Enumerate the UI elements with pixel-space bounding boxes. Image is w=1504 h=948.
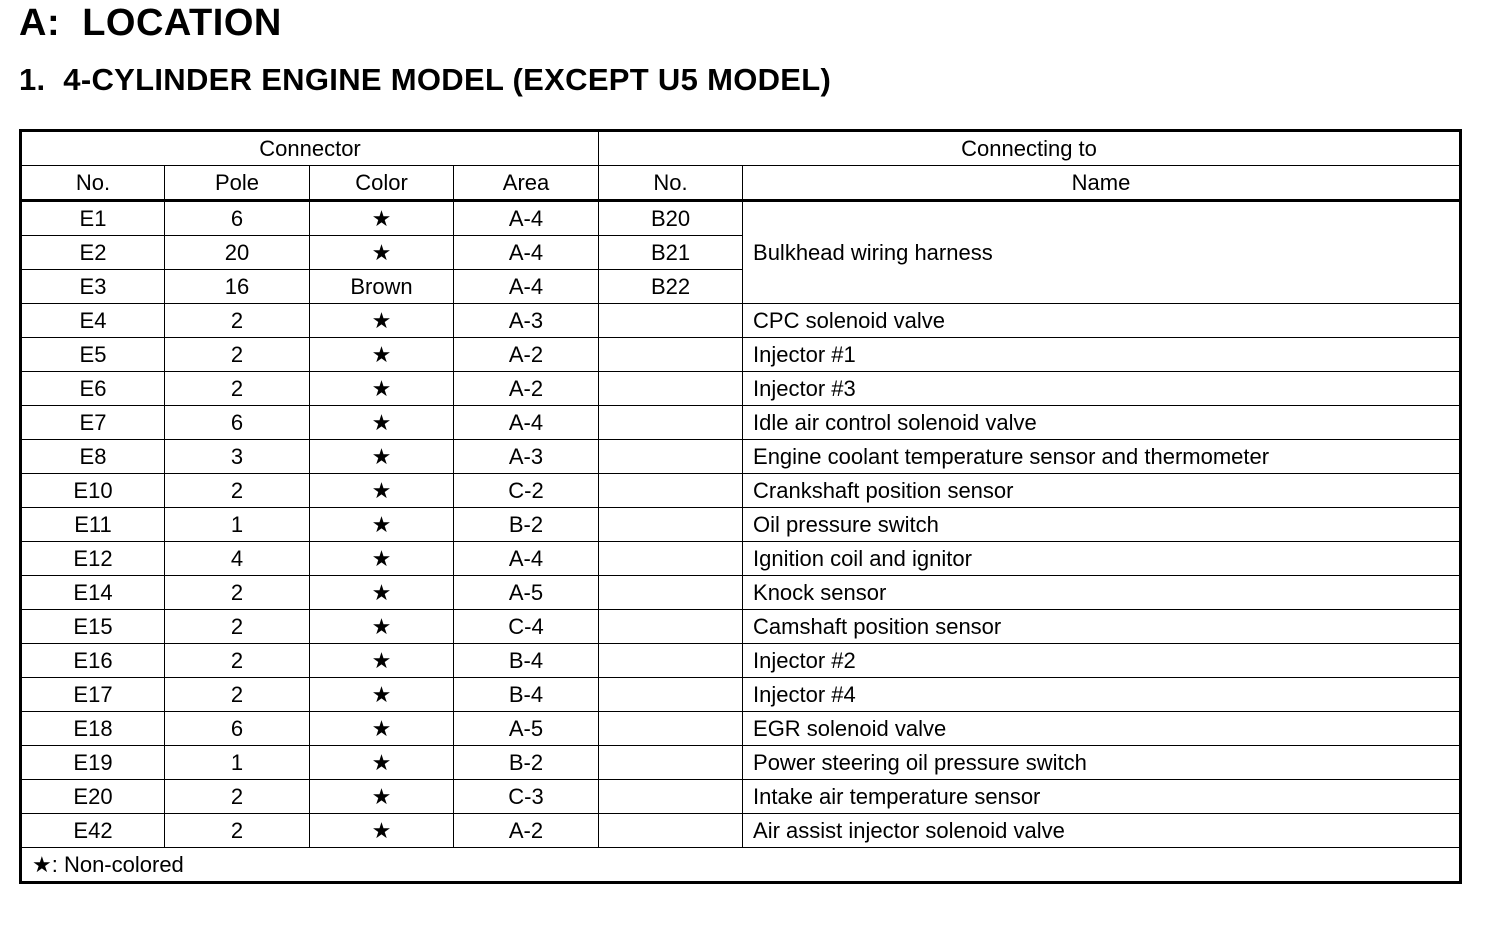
cell-color: ★	[310, 610, 454, 644]
cell-name: Oil pressure switch	[743, 508, 1461, 542]
cell-area: A-2	[454, 372, 599, 406]
section-title: 1. 4-CYLINDER ENGINE MODEL (EXCEPT U5 MODEL)	[19, 62, 832, 97]
cell-to-no	[599, 304, 743, 338]
cell-pole: 2	[165, 610, 310, 644]
cell-pole: 3	[165, 440, 310, 474]
cell-no: E18	[21, 712, 165, 746]
cell-pole: 2	[165, 780, 310, 814]
cell-to-no	[599, 814, 743, 848]
cell-name: Air assist injector solenoid valve	[743, 814, 1461, 848]
cell-pole: 2	[165, 678, 310, 712]
cell-no: E15	[21, 610, 165, 644]
table-row	[21, 406, 1461, 440]
cell-to-no	[599, 712, 743, 746]
cell-name: Camshaft position sensor	[743, 610, 1461, 644]
cell-area: C-3	[454, 780, 599, 814]
cell-name: Bulkhead wiring harness	[743, 201, 1461, 304]
cell-color: ★	[310, 678, 454, 712]
cell-no: E42	[21, 814, 165, 848]
cell-name: Power steering oil pressure switch	[743, 746, 1461, 780]
cell-area: A-4	[454, 236, 599, 270]
cell-color: Brown	[310, 270, 454, 304]
cell-name: EGR solenoid valve	[743, 712, 1461, 746]
cell-area: A-2	[454, 814, 599, 848]
cell-pole: 6	[165, 712, 310, 746]
table-row	[21, 338, 1461, 372]
cell-area: B-2	[454, 746, 599, 780]
cell-name: Engine coolant temperature sensor and thermometer	[743, 440, 1461, 474]
cell-pole: 6	[165, 406, 310, 440]
cell-name: Injector #3	[743, 372, 1461, 406]
cell-to-no	[599, 542, 743, 576]
cell-to-no	[599, 576, 743, 610]
cell-pole: 2	[165, 474, 310, 508]
cell-area: A-2	[454, 338, 599, 372]
cell-to-no	[599, 644, 743, 678]
cell-color: ★	[310, 406, 454, 440]
cell-area: A-5	[454, 576, 599, 610]
table-row	[21, 814, 1461, 848]
page-title: A: LOCATION	[19, 2, 282, 44]
cell-color: ★	[310, 542, 454, 576]
cell-to-no	[599, 440, 743, 474]
cell-pole: 2	[165, 304, 310, 338]
cell-pole: 4	[165, 542, 310, 576]
table-row	[21, 644, 1461, 678]
cell-color: ★	[310, 508, 454, 542]
cell-color: ★	[310, 780, 454, 814]
cell-no: E1	[21, 201, 165, 236]
cell-no: E6	[21, 372, 165, 406]
table-row	[21, 746, 1461, 780]
cell-color: ★	[310, 201, 454, 236]
column-header-row	[21, 166, 1461, 201]
cell-to-no	[599, 746, 743, 780]
cell-no: E4	[21, 304, 165, 338]
column-header-name: Name	[743, 166, 1461, 201]
cell-no: E10	[21, 474, 165, 508]
column-header-no: No.	[21, 166, 165, 201]
cell-area: C-4	[454, 610, 599, 644]
cell-color: ★	[310, 712, 454, 746]
cell-no: E2	[21, 236, 165, 270]
cell-no: E17	[21, 678, 165, 712]
cell-area: A-3	[454, 304, 599, 338]
footnote-row	[21, 848, 1461, 883]
table-row	[21, 610, 1461, 644]
cell-pole: 2	[165, 338, 310, 372]
cell-color: ★	[310, 644, 454, 678]
cell-area: B-4	[454, 644, 599, 678]
cell-to-no: B22	[599, 270, 743, 304]
table-row	[21, 372, 1461, 406]
cell-color: ★	[310, 236, 454, 270]
cell-pole: 16	[165, 270, 310, 304]
cell-no: E12	[21, 542, 165, 576]
column-header-to-no: No.	[599, 166, 743, 201]
cell-pole: 2	[165, 814, 310, 848]
cell-pole: 1	[165, 508, 310, 542]
table-row	[21, 576, 1461, 610]
cell-color: ★	[310, 304, 454, 338]
cell-pole: 1	[165, 746, 310, 780]
cell-area: C-2	[454, 474, 599, 508]
cell-no: E8	[21, 440, 165, 474]
table-row	[21, 440, 1461, 474]
cell-no: E19	[21, 746, 165, 780]
cell-name: Ignition coil and ignitor	[743, 542, 1461, 576]
cell-no: E11	[21, 508, 165, 542]
connector-table	[19, 129, 1462, 884]
cell-area: A-4	[454, 542, 599, 576]
cell-name: CPC solenoid valve	[743, 304, 1461, 338]
cell-name: Crankshaft position sensor	[743, 474, 1461, 508]
cell-pole: 6	[165, 201, 310, 236]
cell-no: E7	[21, 406, 165, 440]
cell-area: A-5	[454, 712, 599, 746]
cell-pole: 2	[165, 644, 310, 678]
cell-color: ★	[310, 440, 454, 474]
cell-to-no	[599, 372, 743, 406]
cell-to-no	[599, 780, 743, 814]
cell-color: ★	[310, 576, 454, 610]
connecting-to-group-header: Connecting to	[599, 131, 1461, 166]
cell-area: A-4	[454, 406, 599, 440]
cell-area: B-4	[454, 678, 599, 712]
cell-pole: 2	[165, 576, 310, 610]
cell-no: E5	[21, 338, 165, 372]
cell-no: E16	[21, 644, 165, 678]
cell-color: ★	[310, 474, 454, 508]
cell-no: E14	[21, 576, 165, 610]
cell-area: A-4	[454, 201, 599, 236]
table-row	[21, 780, 1461, 814]
cell-pole: 20	[165, 236, 310, 270]
cell-color: ★	[310, 338, 454, 372]
cell-pole: 2	[165, 372, 310, 406]
group-header-row	[21, 131, 1461, 166]
footnote: ★: Non-colored	[21, 848, 1461, 883]
cell-to-no: B20	[599, 201, 743, 236]
cell-color: ★	[310, 814, 454, 848]
table-row	[21, 508, 1461, 542]
cell-name: Injector #2	[743, 644, 1461, 678]
cell-area: A-4	[454, 270, 599, 304]
cell-area: A-3	[454, 440, 599, 474]
cell-name: Injector #4	[743, 678, 1461, 712]
cell-to-no	[599, 508, 743, 542]
cell-color: ★	[310, 372, 454, 406]
cell-to-no	[599, 610, 743, 644]
cell-name: Knock sensor	[743, 576, 1461, 610]
cell-to-no	[599, 406, 743, 440]
table-row	[21, 678, 1461, 712]
table-row	[21, 474, 1461, 508]
column-header-area: Area	[454, 166, 599, 201]
cell-to-no	[599, 474, 743, 508]
cell-area: B-2	[454, 508, 599, 542]
cell-name: Idle air control solenoid valve	[743, 406, 1461, 440]
cell-no: E20	[21, 780, 165, 814]
table-row	[21, 201, 1461, 236]
column-header-color: Color	[310, 166, 454, 201]
cell-name: Injector #1	[743, 338, 1461, 372]
table-row	[21, 712, 1461, 746]
table-row	[21, 542, 1461, 576]
cell-to-no	[599, 338, 743, 372]
connector-group-header: Connector	[21, 131, 599, 166]
cell-to-no: B21	[599, 236, 743, 270]
cell-color: ★	[310, 746, 454, 780]
cell-to-no	[599, 678, 743, 712]
table-row	[21, 304, 1461, 338]
cell-no: E3	[21, 270, 165, 304]
column-header-pole: Pole	[165, 166, 310, 201]
cell-name: Intake air temperature sensor	[743, 780, 1461, 814]
